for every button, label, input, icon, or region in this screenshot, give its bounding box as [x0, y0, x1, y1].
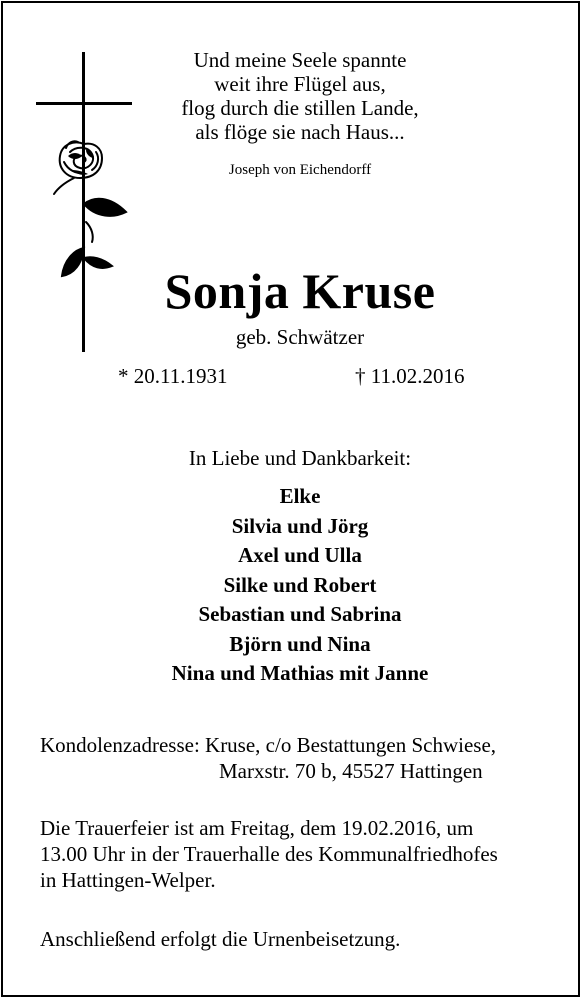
birth-date: * 20.11.1931: [118, 364, 228, 388]
poem-line: als flöge sie nach Haus...: [195, 120, 405, 144]
mourner-entry: Silvia und Jörg: [231, 513, 369, 538]
mourner-entry: Sebastian und Sabrina: [198, 602, 402, 626]
mourner-entry: Nina und Mathias mit Janne: [171, 661, 429, 685]
poem-line: flog durch die stillen Lande,: [181, 96, 419, 120]
condolence-address-line: Kondolenzadresse: Kruse, c/o Bestattungen Schwiese,: [40, 733, 497, 757]
poem-line: weit ihre Flügel aus,: [214, 72, 386, 96]
ceremony-line: in Hattingen-Welper.: [40, 868, 216, 892]
mourners-intro: In Liebe und Dankbarkeit:: [188, 446, 412, 470]
poem: [150, 48, 450, 144]
mourner-entry: Silke und Robert: [223, 572, 377, 597]
deceased-name: Sonja Kruse: [164, 263, 436, 319]
maiden-name: geb. Schwätzer: [235, 325, 365, 349]
mourners-list: [100, 482, 500, 689]
death-date: † 11.02.2016: [355, 364, 465, 388]
mourner-entry: Elke: [279, 484, 321, 508]
poem-line: Und meine Seele spannte: [193, 48, 407, 72]
ceremony-line: Die Trauerfeier ist am Freitag, dem 19.02.2016, um: [40, 816, 474, 840]
urn-burial-notice: Anschließend erfolgt die Urnenbeisetzung.: [40, 927, 401, 951]
mourner-entry: Björn und Nina: [229, 631, 371, 656]
ceremony-line: 13.00 Uhr in der Trauerhalle des Kommunalfriedhofes: [40, 842, 498, 866]
poem-author: Joseph von Eichendorff: [228, 162, 372, 178]
mourner-entry: Axel und Ulla: [238, 543, 362, 567]
funeral-ceremony-notice: [40, 815, 560, 893]
condolence-address-line: Marxstr. 70 b, 45527 Hattingen: [219, 759, 483, 783]
